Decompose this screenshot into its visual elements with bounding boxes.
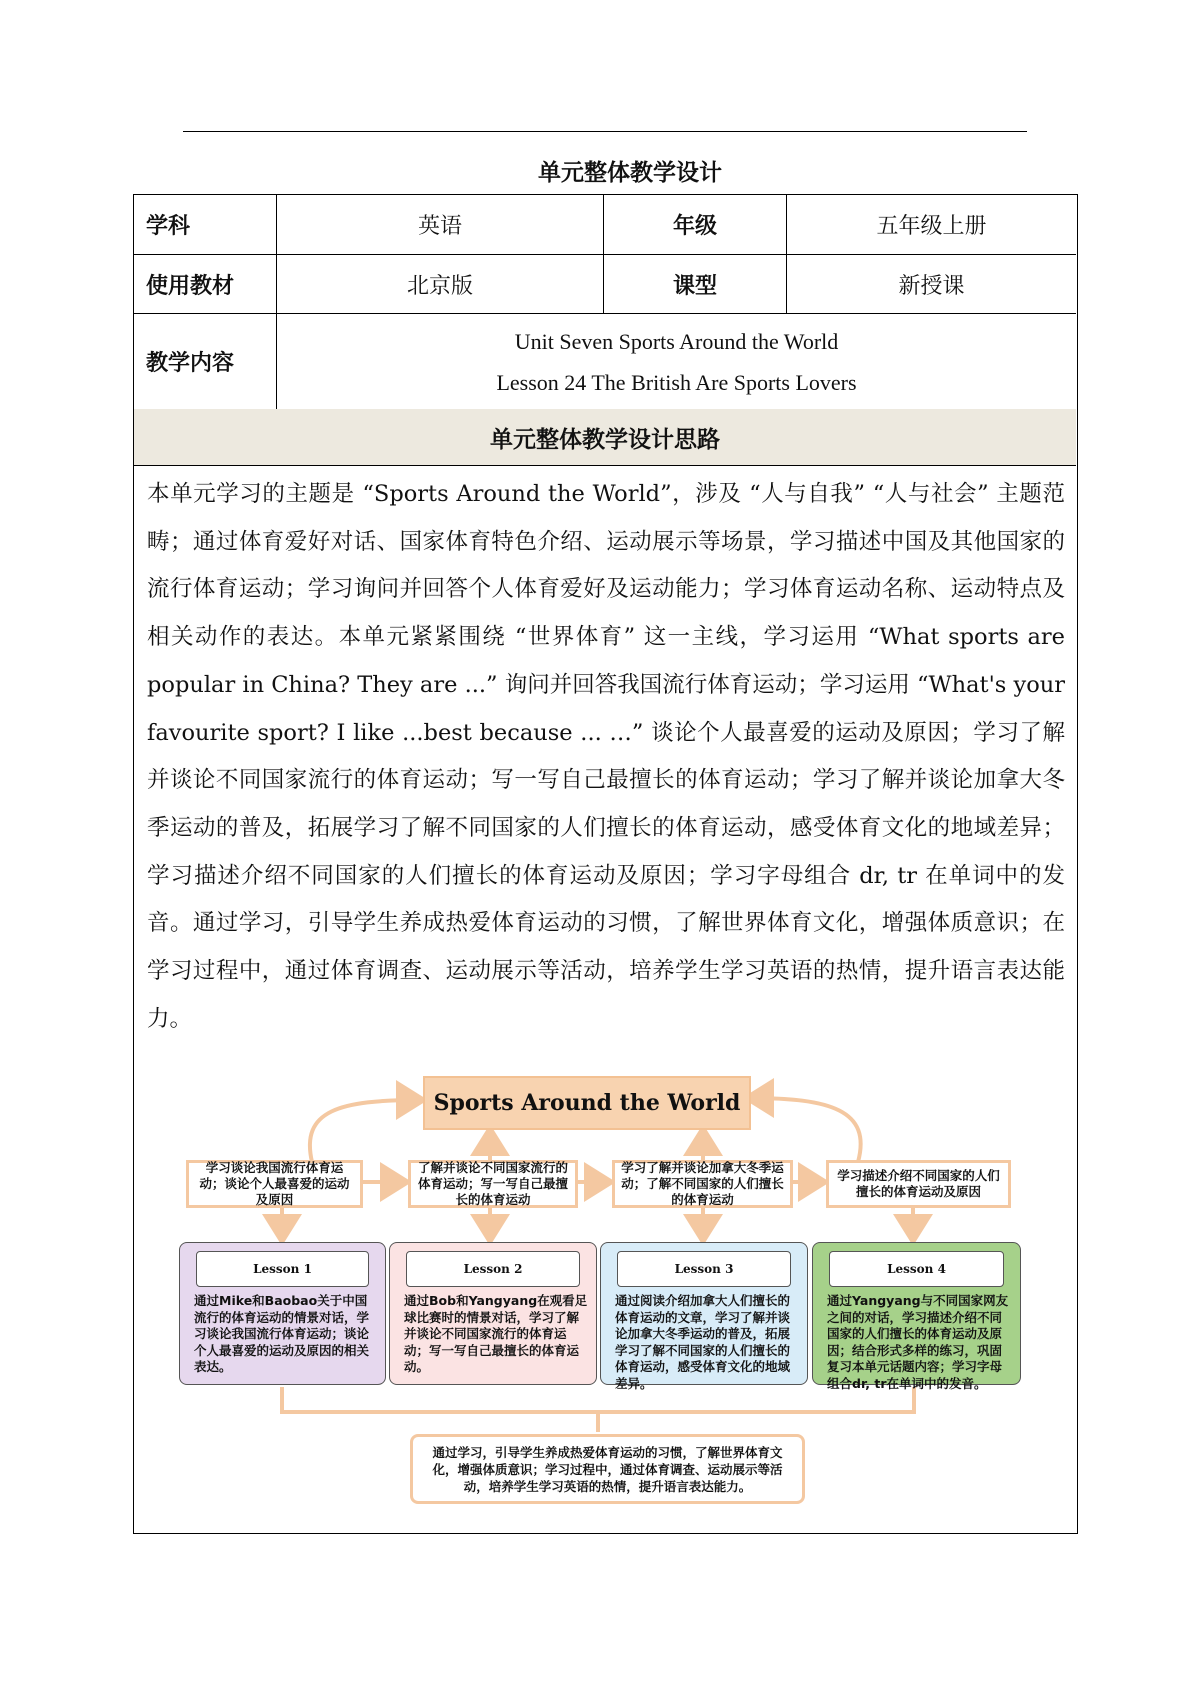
lesson-type-value: 新授课: [898, 273, 965, 299]
grade-value: 五年级上册: [876, 214, 987, 239]
lesson-card-title: Lesson 1: [196, 1251, 369, 1287]
lesson-card-1: [179, 1242, 386, 1385]
textbook-value: 北京版: [406, 273, 473, 299]
lesson-type-label: 课型: [672, 272, 717, 299]
loop-arrow-right: [750, 1098, 861, 1162]
loop-arrow-left: [310, 1100, 420, 1162]
document-title: 单元整体教学设计: [538, 159, 722, 186]
lesson-card-description: 通过Bob和Yangyang在观看足球比赛时的情景对话，学习了解并谈论不同国家流行的体育运动；写一写自己最擅长的体育运动。: [404, 1293, 588, 1374]
subject-value: 英语: [417, 214, 462, 239]
summary-box: 通过学习，引导学生养成热爱体育运动的习惯，了解世界体育文化，增强体质意识；学习过程中，通过体育调查、运动展示等活动，培养学生学习英语的热情，提升语言表达能力。: [410, 1434, 805, 1504]
lesson-card-3: [600, 1242, 808, 1391]
lesson-card-2: [389, 1242, 597, 1385]
aim-box-3: 学习了解并谈论加拿大冬季运动；了解不同国家的人们擅长的体育运动: [612, 1160, 793, 1208]
content-label: 教学内容: [146, 350, 235, 376]
lesson-title-text: Lesson 24 The British Are Sports Lovers: [496, 369, 857, 395]
design-rationale-paragraph: 本单元学习的主题是 “Sports Around the World”，涉及 “人与自我” “人与社会” 主题范畴；通过体育爱好对话、国家体育特色介绍、运动展示等场景，学习描述中国及其他国家的流行体育运动；学习询问并回答个人体育爱好及运动能力；学习体育运动名称、运动特点及相关动作的表达。本单元紧紧围绕 “世界体育” 这一主线，学习运用 “What sports are popular in China? They are ...” 询问并回答我国流行体育运动；学习运用 “What's your favourite sport? I like ...best because ... …” 谈论个人最喜爱的运动及原因；学习了解并谈论不同国家流行的体育运动；写一写自己最擅长的体育运动；学习了解并谈论加拿大冬季运动的普及，拓展学习了解不同国家的人们擅长的体育运动，感受体育文化的地域差异；学习描述介绍不同国家的人们擅长的体育运动及原因；学习字母组合 dr, tr 在单词中的发音。通过学习，引导学生养成热爱体育运动的习惯，了解世界体育文化，增强体质意识；在学习过程中，通过体育调查、运动展示等活动，培养学生学习英语的热情，提升语言表达能力。: [147, 481, 1065, 1032]
aim-box-2: 了解并谈论不同国家流行的体育运动；写一写自己最擅长的体育运动: [408, 1160, 578, 1208]
lesson-card-description: 通过Mike和Baobao关于中国流行的体育运动的情景对话，学习谈论我国流行体育运动；谈论个人最喜爱的运动及原因的相关表达。: [194, 1293, 370, 1374]
aim-box-4: 学习描述介绍不同国家的人们擅长的体育运动及原因: [826, 1160, 1011, 1208]
section-heading: 单元整体教学设计思路: [134, 409, 1076, 465]
lesson-card-description: 通过Yangyang与不同国家网友之间的对话，学习描述介绍不同国家的人们擅长的体育运动及原因；结合形式多样的练习，巩固复习本单元话题内容；学习字母组合dr, tr在单词中的发音。: [827, 1293, 1009, 1391]
aim-box-1: 学习谈论我国流行体育运动；谈论个人最喜爱的运动及原因: [186, 1160, 363, 1208]
summary-bracket: [282, 1387, 914, 1412]
textbook-label: 使用教材: [146, 272, 235, 299]
lesson-card-title: Lesson 2: [406, 1251, 580, 1287]
unit-theme-box: Sports Around the World: [423, 1076, 751, 1130]
grade-label: 年级: [672, 213, 717, 239]
lesson-card-title: Lesson 3: [617, 1251, 791, 1287]
subject-label: 学科: [146, 213, 191, 239]
unit-title-text: Unit Seven Sports Around the World: [514, 328, 839, 354]
lesson-card-4: [812, 1242, 1021, 1391]
lesson-card-title: Lesson 4: [829, 1251, 1004, 1287]
lesson-card-description: 通过阅读介绍加拿大人们擅长的体育运动的文章，学习了解并谈论加拿大冬季运动的普及，拓展学习了解不同国家的人们擅长的体育运动，感受体育文化的地域差异。: [615, 1293, 791, 1391]
